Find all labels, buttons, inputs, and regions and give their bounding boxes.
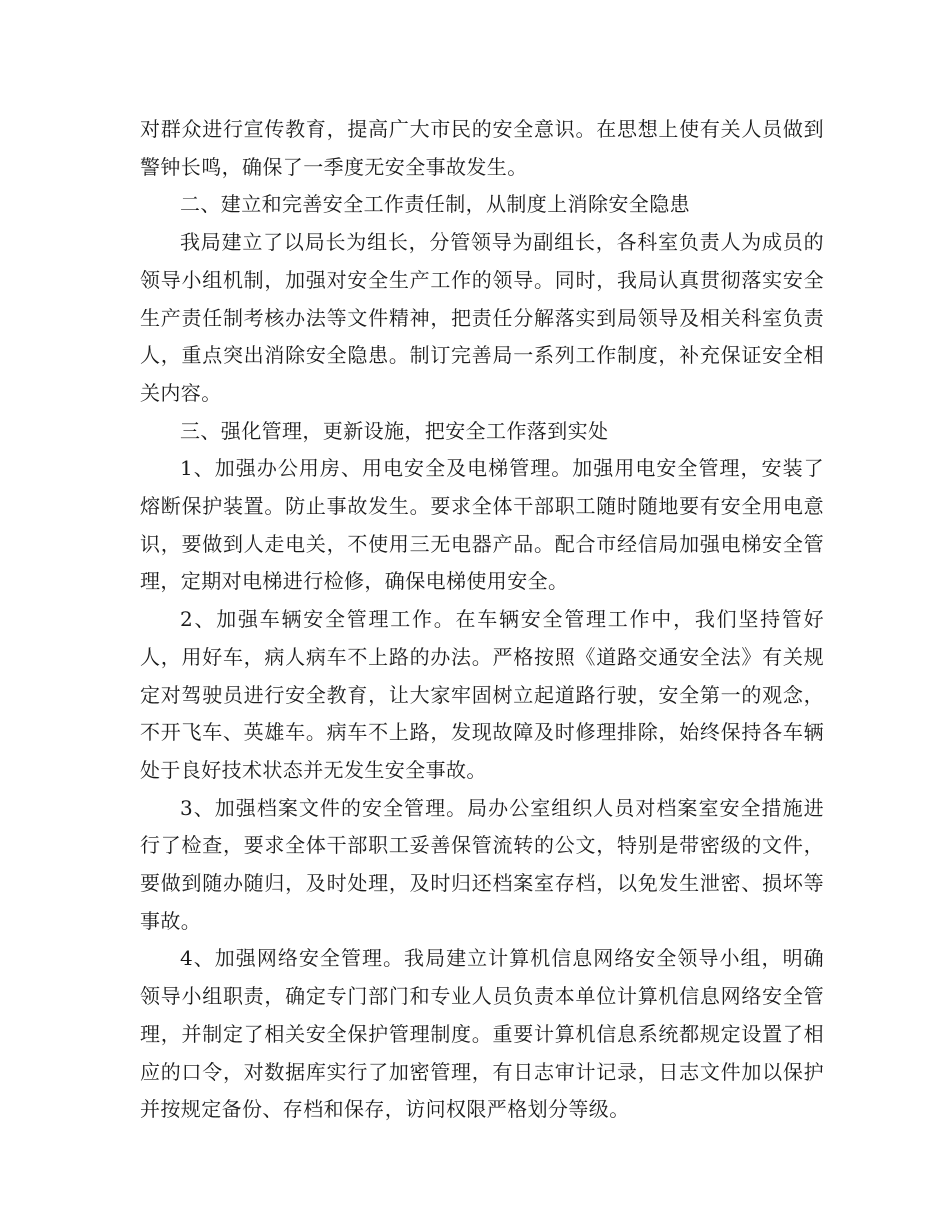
paragraph-item-1: 1、加强办公用房、用电安全及电梯管理。加强用电安全管理，安装了熔断保护装置。防止事故发生。要求全体干部职工随时随地要有安全用电意识，要做到人走电关，不使用三无电器产品。配合市经信局加强电梯安全管理，定期对电梯进行检修，确保电梯使用安全。: [140, 456, 824, 594]
paragraph-item-4: 4、加强网络安全管理。我局建立计算机信息网络安全领导小组，明确领导小组职责，确定专门部门和专业人员负责本单位计算机信息网络安全管理，并制定了相关安全保护管理制度。重要计算机信息系统都规定设置了相应的口令，对数据库实行了加密管理，有日志审计记录，日志文件加以保护并按规定备份、存档和保存，访问权限严格划分等级。: [140, 946, 824, 1122]
section-heading-2: 二、建立和完善安全工作责任制，从制度上消除安全隐患: [180, 192, 690, 217]
paragraph-item-3: 3、加强档案文件的安全管理。局办公室组织人员对档案室安全措施进行了检查，要求全体干部职工妥善保管流转的公文，特别是带密级的文件，要做到随办随归，及时处理，及时归还档案室存档，以免发生泄密、损坏等事故。: [140, 795, 824, 933]
paragraph-continuation: 对群众进行宣传教育，提高广大市民的安全意识。在思想上使有关人员做到警钟长鸣，确保了一季度无安全事故发生。: [140, 117, 824, 179]
paragraph-item-2: 2、加强车辆安全管理工作。在车辆安全管理工作中，我们坚持管好人，用好车，病人病车不上路的办法。严格按照《道路交通安全法》有关规定对驾驶员进行安全教育，让大家牢固树立起道路行驶，安全第一的观念，不开飞车、英雄车。病车不上路，发现故障及时修理排除，始终保持各车辆处于良好技术状态并无发生安全事故。: [140, 607, 824, 782]
section-heading-3: 三、强化管理，更新设施，把安全工作落到实处: [180, 418, 609, 443]
paragraph-responsibility: 我局建立了以局长为组长，分管领导为副组长，各科室负责人为成员的领导小组机制，加强对安全生产工作的领导。同时，我局认真贯彻落实安全生产责任制考核办法等文件精神，把责任分解落实到局领导及相关科室负责人，重点突出消除安全隐患。制订完善局一系列工作制度，补充保证安全相关内容。: [140, 230, 824, 405]
document-page: [140, 111, 824, 1129]
